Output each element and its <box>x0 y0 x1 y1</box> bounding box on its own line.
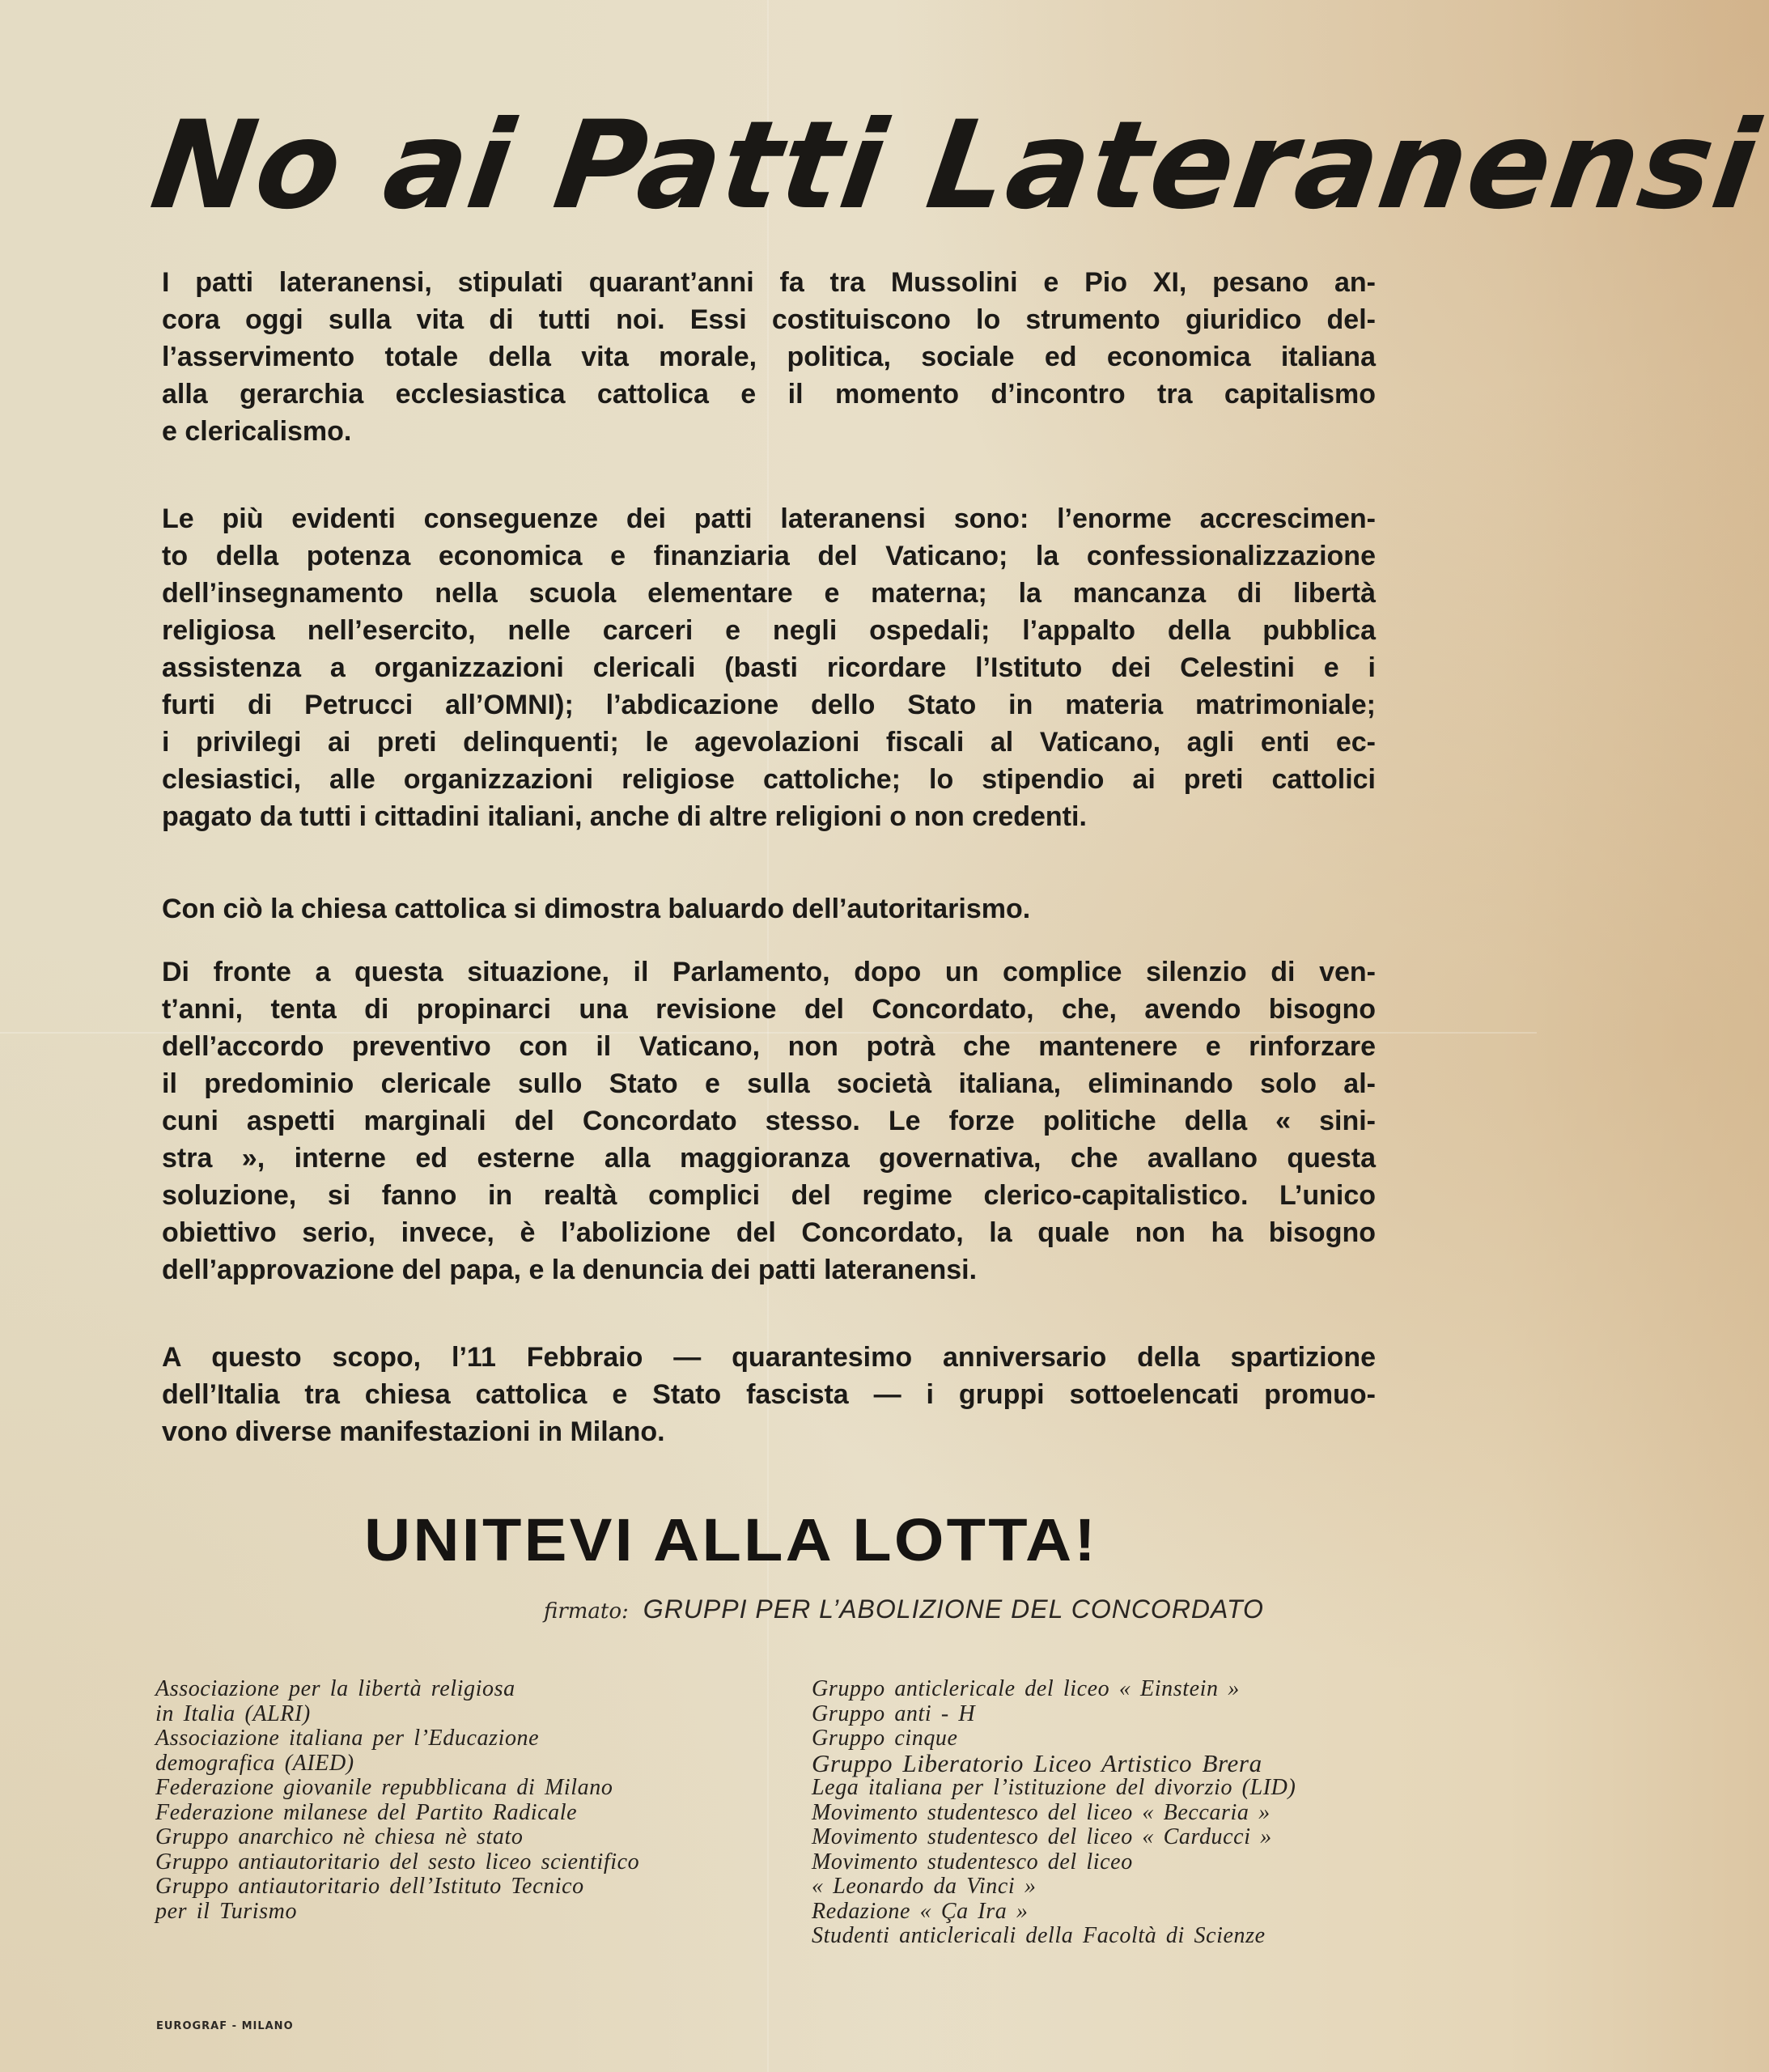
text-line: dell’accordo preventivo con il Vaticano, non potrà che mantenere e rinforzare <box>162 1031 1376 1062</box>
text-line: i privilegi ai preti delinquenti; le agevolazioni fiscali al Vaticano, agli enti ec- <box>162 727 1376 758</box>
text-line: vono diverse manifestazioni in Milano. <box>162 1416 665 1447</box>
text-line: t’anni, tenta di propinarci una revisione del Concordato, che, avendo bisogno <box>162 994 1376 1025</box>
paragraph-4 <box>162 953 1376 1289</box>
group-entry: Gruppo Liberatorio Liceo Artistico Brera <box>812 1748 1262 1777</box>
signature-organization: GRUPPI PER L’ABOLIZIONE DEL CONCORDATO <box>643 1594 1264 1624</box>
slogan-heading: UNITEVI ALLA LOTTA! <box>364 1506 1098 1573</box>
group-entry: « Leonardo da Vinci » <box>812 1874 1037 1899</box>
signatory-groups-right <box>812 1677 1378 1949</box>
group-entry: in Italia (ALRI) <box>155 1700 311 1726</box>
group-entry: Redazione « Ça Ira » <box>812 1898 1029 1924</box>
text-line: A questo scopo, l’11 Febbraio — quarantesimo anniversario della spartizione <box>162 1342 1376 1373</box>
text-line: Le più evidenti conseguenze dei patti lateranensi sono: l’enorme accrescimen- <box>162 503 1376 534</box>
signature-label: firmato: <box>544 1599 629 1624</box>
text-line: dell’Italia tra chiesa cattolica e Stato fascista — i gruppi sottoelencati promuo- <box>162 1379 1376 1410</box>
signatory-groups-left <box>155 1677 754 1924</box>
text-line: cora oggi sulla vita di tutti noi. Essi costituiscono lo strumento giuridico del- <box>162 304 1376 335</box>
group-entry: demografica (AIED) <box>155 1750 354 1776</box>
group-entry: Studenti anticlericali della Facoltà di Scienze <box>812 1923 1266 1948</box>
group-entry: Associazione per la libertà religiosa <box>155 1676 515 1701</box>
text-line: furti di Petrucci all’OMNI); l’abdicazione dello Stato in materia matrimoniale; <box>162 690 1376 720</box>
printer-imprint: EUROGRAF - MILANO <box>156 2020 294 2032</box>
group-entry: Movimento studentesco del liceo <box>812 1849 1133 1875</box>
text-line: to della potenza economica e finanziaria del Vaticano; la confessionalizzazione <box>162 541 1376 571</box>
text-line: l’asservimento totale della vita morale, politica, sociale ed economica italiana <box>162 342 1376 372</box>
text-line: alla gerarchia ecclesiastica cattolica e il momento d’incontro tra capitalismo <box>162 379 1376 410</box>
text-line: dell’insegnamento nella scuola elementare e materna; la mancanza di libertà <box>162 578 1376 609</box>
paragraph-5 <box>162 1339 1376 1450</box>
paragraph-1 <box>162 264 1376 450</box>
text-line: clesiastici, alle organizzazioni religiose cattoliche; lo stipendio ai preti cattolici <box>162 764 1376 795</box>
text-line: cuni aspetti marginali del Concordato stesso. Le forze politiche della « sini- <box>162 1106 1376 1136</box>
text-line: assistenza a organizzazioni clericali (basti ricordare l’Istituto dei Celestini e i <box>162 652 1376 683</box>
group-entry: Gruppo anticlericale del liceo « Einstein » <box>812 1676 1240 1701</box>
text-line: Con ciò la chiesa cattolica si dimostra baluardo dell’autoritarismo. <box>162 894 1031 924</box>
group-entry: Gruppo anarchico nè chiesa nè stato <box>155 1824 524 1849</box>
group-entry: Movimento studentesco del liceo « Carducci » <box>812 1824 1272 1849</box>
group-entry: Federazione giovanile repubblicana di Milano <box>155 1775 613 1800</box>
paragraph-3 <box>162 890 1376 928</box>
text-line: pagato da tutti i cittadini italiani, anche di altre religioni o non credenti. <box>162 801 1087 832</box>
group-entry: per il Turismo <box>155 1898 298 1924</box>
group-entry: Associazione italiana per l’Educazione <box>155 1726 540 1751</box>
group-entry: Lega italiana per l’istituzione del divorzio (LID) <box>812 1775 1296 1800</box>
signature-line <box>544 1594 1264 1624</box>
text-line: Di fronte a questa situazione, il Parlamento, dopo un complice silenzio di ven- <box>162 957 1376 987</box>
group-entry: Gruppo antiautoritario dell’Istituto Tecnico <box>155 1874 584 1899</box>
group-entry: Gruppo anti - H <box>812 1700 976 1726</box>
poster-title: No ai Patti Lateranensi <box>143 96 1767 236</box>
text-line: il predominio clericale sullo Stato e sulla società italiana, eliminando solo al- <box>162 1068 1376 1099</box>
group-entry: Gruppo antiautoritario del sesto liceo scientifico <box>155 1849 640 1875</box>
group-entry: Federazione milanese del Partito Radicale <box>155 1799 578 1825</box>
group-entry: Movimento studentesco del liceo « Beccaria » <box>812 1799 1271 1825</box>
text-line: dell’approvazione del papa, e la denuncia dei patti lateranensi. <box>162 1255 978 1285</box>
text-line: I patti lateranensi, stipulati quarant’anni fa tra Mussolini e Pio XI, pesano an- <box>162 267 1376 298</box>
text-line: soluzione, si fanno in realtà complici del regime clerico-capitalistico. L’unico <box>162 1180 1376 1211</box>
text-line: stra », interne ed esterne alla maggioranza governativa, che avallano questa <box>162 1143 1376 1174</box>
text-line: religiosa nell’esercito, nelle carceri e negli ospedali; l’appalto della pubblica <box>162 615 1376 646</box>
text-line: obiettivo serio, invece, è l’abolizione del Concordato, la quale non ha bisogno <box>162 1217 1376 1248</box>
text-line: e clericalismo. <box>162 416 352 447</box>
group-entry: Gruppo cinque <box>812 1726 958 1751</box>
paragraph-2 <box>162 500 1376 835</box>
